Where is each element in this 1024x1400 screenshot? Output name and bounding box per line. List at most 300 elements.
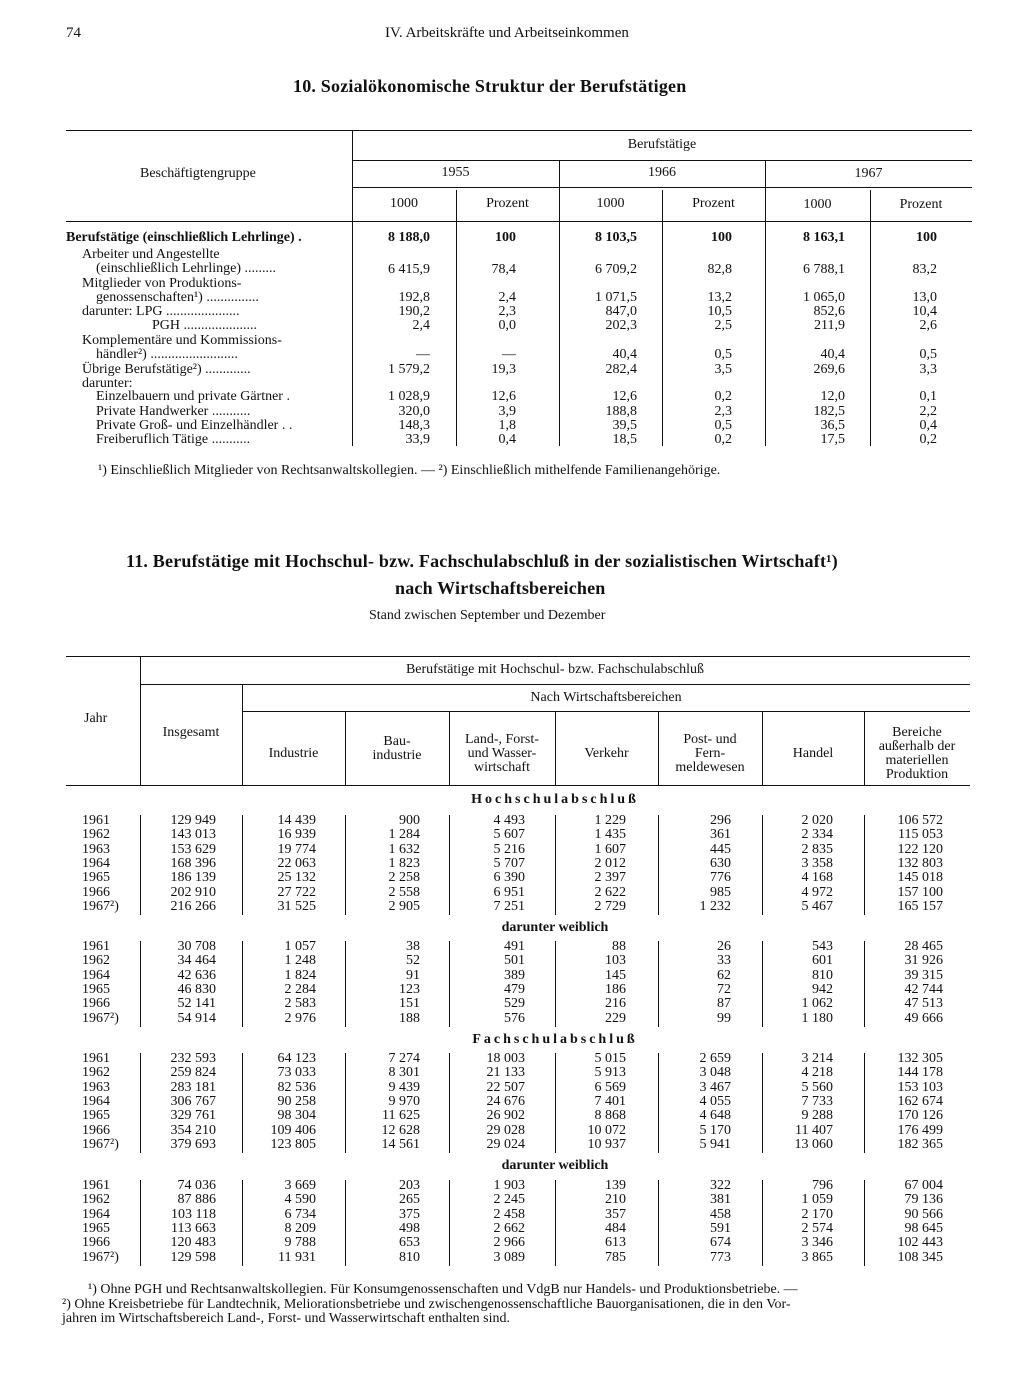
table11-cell: 7 274 xyxy=(388,1051,420,1066)
table10-cell: 1 028,9 xyxy=(388,389,430,404)
table11-cell: 102 443 xyxy=(897,1235,943,1251)
table11-cell: 498 xyxy=(399,1220,420,1236)
page-number: 74 xyxy=(66,25,81,41)
table11-cell: 3 467 xyxy=(699,1079,731,1095)
table11-cell: 361 xyxy=(710,827,731,843)
table11-cell: 62 xyxy=(717,967,731,983)
table11-cell: 2 012 xyxy=(594,855,626,871)
table11-column-header: Verkehr xyxy=(584,746,629,761)
table11-cell: 123 805 xyxy=(270,1136,316,1152)
chapter-title: IV. Arbeitskräfte und Arbeitseinkommen xyxy=(385,25,629,41)
table11-cell: 186 139 xyxy=(170,870,216,886)
table10-cell: 18,5 xyxy=(612,432,637,447)
table10-cell: 8 103,5 xyxy=(595,230,637,245)
table11-cell: 99 xyxy=(717,1010,731,1026)
table11-cell: 5 941 xyxy=(699,1136,731,1152)
table10-sub-1000: 1000 xyxy=(803,197,832,212)
table11-cell: 900 xyxy=(399,813,420,828)
table11-cell: 796 xyxy=(812,1178,833,1193)
table11-cell: 8 301 xyxy=(388,1065,420,1081)
table11-cell: 39 315 xyxy=(904,967,943,983)
table11-cell: 1 435 xyxy=(594,827,626,843)
table11-cell: 306 767 xyxy=(170,1093,216,1109)
table10-cell: 320,0 xyxy=(398,404,430,419)
table11-subtitle: Stand zwischen September und Dezember xyxy=(369,608,606,623)
table10-row-label: darunter: LPG ..................... xyxy=(82,304,240,319)
table10-row-label: (einschließlich Lehrlinge) ......... xyxy=(96,261,276,276)
table11-cell: 129 949 xyxy=(170,813,216,828)
table11-cell: 31 926 xyxy=(904,953,943,969)
table11-cell: 14 439 xyxy=(277,813,316,828)
table11-year: 1966 xyxy=(82,1122,110,1138)
table11-cell: 1 180 xyxy=(801,1010,833,1026)
table11-cell: 3 048 xyxy=(699,1065,731,1081)
table11-cell: 22 507 xyxy=(486,1079,525,1095)
table10-cell: 78,4 xyxy=(491,262,516,277)
table11-cell: 4 168 xyxy=(801,870,833,886)
table11-cell: 1 229 xyxy=(594,813,626,828)
table10-cell: 148,3 xyxy=(398,418,430,433)
table11-cell: 144 178 xyxy=(897,1065,943,1081)
table10-cell: 0,1 xyxy=(919,389,937,404)
table11-cell: 87 886 xyxy=(177,1192,216,1208)
table11-cell: 90 258 xyxy=(277,1093,316,1109)
table11-cell: 90 566 xyxy=(904,1206,943,1222)
table11-cell: 5 707 xyxy=(493,855,525,871)
table11-cell: 108 345 xyxy=(897,1249,943,1265)
table11-cell: 143 013 xyxy=(170,827,216,843)
table11-cell: 165 157 xyxy=(897,898,943,914)
table11-cell: 5 913 xyxy=(594,1065,626,1081)
table11-cell: 202 910 xyxy=(170,884,216,900)
table11-cell: 5 467 xyxy=(801,898,833,914)
table11-cell: 265 xyxy=(399,1192,420,1208)
table10-cell: 852,6 xyxy=(813,304,845,319)
table11-cell: 19 774 xyxy=(277,841,316,857)
table10-footnote: ¹) Einschließlich Mitglieder von Rechtsanwaltskollegien. — ²) Einschließlich mithelfende Familienangehörige. xyxy=(98,463,721,478)
table10-cell: 40,4 xyxy=(612,347,637,362)
table11-cell: 2 905 xyxy=(388,898,420,914)
table11-cell: 98 645 xyxy=(904,1220,943,1236)
table10-cell: 2,6 xyxy=(919,318,937,333)
table11-cell: 33 xyxy=(717,953,731,969)
table11-column-header: Bau- xyxy=(383,734,411,749)
table11-cell: 9 439 xyxy=(388,1079,420,1095)
table10-cell: 3,5 xyxy=(714,362,732,377)
table11-cell: 3 669 xyxy=(284,1178,316,1193)
table11-cell: 18 003 xyxy=(486,1051,525,1066)
table11-sub-group-header: Nach Wirtschaftsbereichen xyxy=(530,690,682,705)
table10-cell: 33,9 xyxy=(405,432,430,447)
table11-cell: 49 666 xyxy=(904,1010,943,1026)
table10-cell: 100 xyxy=(711,230,732,245)
table11-year: 1961 xyxy=(82,1178,110,1193)
table10-cell: 13,0 xyxy=(912,290,937,305)
table11-cell: 479 xyxy=(504,981,525,997)
table11-cell: 120 483 xyxy=(170,1235,216,1251)
table11-cell: 2 245 xyxy=(493,1192,525,1208)
table11-cell: 153 103 xyxy=(897,1079,943,1095)
table11-cell: 82 536 xyxy=(277,1079,316,1095)
table11-year: 1965 xyxy=(82,1108,110,1124)
table11-cell: 216 xyxy=(605,996,626,1012)
table10-cell: 3,9 xyxy=(498,404,516,419)
table11-cell: 52 xyxy=(406,953,420,969)
table11-cell: 103 118 xyxy=(171,1206,216,1222)
table11-cell: 139 xyxy=(605,1178,626,1193)
table11-cell: 103 xyxy=(605,953,626,969)
table11-cell: 2 574 xyxy=(801,1220,833,1236)
table10-year-1955: 1955 xyxy=(441,165,470,180)
table10-cell: — xyxy=(416,347,430,362)
table11-cell: 1 903 xyxy=(493,1178,525,1193)
table11-cell: 153 629 xyxy=(170,841,216,857)
table11-cell: 151 xyxy=(399,996,420,1012)
table11-cell: 3 865 xyxy=(801,1249,833,1265)
table11-cell: 186 xyxy=(605,981,626,997)
table11-cell: 42 636 xyxy=(177,967,216,983)
table11-cell: 29 028 xyxy=(486,1122,525,1138)
table11-cell: 2 835 xyxy=(801,841,833,857)
table10-row-label: darunter: xyxy=(82,376,133,391)
table10-cell: 13,2 xyxy=(707,290,732,305)
table11-cell: 79 136 xyxy=(904,1192,943,1208)
table11-cell: 188 xyxy=(399,1010,420,1026)
table11-cell: 6 569 xyxy=(594,1079,626,1095)
table11-cell: 170 126 xyxy=(897,1108,943,1124)
table11-cell: 168 396 xyxy=(170,855,216,871)
table10-cell: 0,5 xyxy=(919,347,937,362)
table11-footnote-2: ²) Ohne Kreisbetriebe für Landtechnik, Meliorationsbetriebe und zwischengenossenschaftliche Bauorganisationen, die in den Vor- xyxy=(62,1297,791,1312)
table11-cell: 2 659 xyxy=(699,1051,731,1066)
table10-row-label: Komplementäre und Kommissions- xyxy=(82,333,282,348)
table10-cell: 1 579,2 xyxy=(388,362,430,377)
table10-cell: 10,4 xyxy=(912,304,937,319)
table11-cell: 13 060 xyxy=(794,1136,833,1152)
table11-cell: 64 123 xyxy=(277,1051,316,1066)
table11-cell: 67 004 xyxy=(904,1178,943,1193)
table11-year: 1961 xyxy=(82,939,110,954)
table11-cell: 216 266 xyxy=(170,898,216,914)
table10-cell: 2,2 xyxy=(919,404,937,419)
table10-cell: 2,3 xyxy=(714,404,732,419)
table11-cell: 11 625 xyxy=(382,1108,420,1124)
table11-cell: 2 966 xyxy=(493,1235,525,1251)
table11-cell: 16 939 xyxy=(277,827,316,843)
table10-row-label: Übrige Berufstätige²) ............. xyxy=(82,362,251,377)
table11-cell: 591 xyxy=(710,1220,731,1236)
table11-year: 1966 xyxy=(82,996,110,1012)
table10-cell: 2,4 xyxy=(498,290,516,305)
table11-cell: 630 xyxy=(710,855,731,871)
table10-cell: 12,0 xyxy=(820,389,845,404)
table10-group-header: Berufstätige xyxy=(627,137,697,152)
table11-cell: 484 xyxy=(605,1220,626,1236)
table11-cell: 7 733 xyxy=(801,1093,833,1109)
table11-cell: 776 xyxy=(710,870,731,886)
table11-cell: 88 xyxy=(612,939,626,954)
table10-stub-header: Beschäftigtengruppe xyxy=(140,166,256,181)
table11-year: 1963 xyxy=(82,841,110,857)
table11-cell: 6 951 xyxy=(493,884,525,900)
table11-title-line1: 11. Berufstätige mit Hochschul- bzw. Fachschulabschluß in der sozialistischen Wirtschaft¹) xyxy=(126,551,838,571)
table11-cell: 98 304 xyxy=(277,1108,316,1124)
table10-cell: 0,4 xyxy=(919,418,937,433)
table11-cell: 129 598 xyxy=(170,1249,216,1265)
table11-cell: 375 xyxy=(399,1206,420,1222)
table11-year: 1964 xyxy=(82,1093,110,1109)
table11-cell: 1 284 xyxy=(388,827,420,843)
table10-year-1966: 1966 xyxy=(648,165,676,180)
table10-cell: 6 709,2 xyxy=(595,262,637,277)
table10-cell: 100 xyxy=(495,230,516,245)
table11-cell: 27 722 xyxy=(277,884,316,900)
table11-cell: 2 020 xyxy=(801,813,833,828)
table11-cell: 157 100 xyxy=(897,884,943,900)
table11-cell: 210 xyxy=(605,1192,626,1208)
table11-cell: 14 561 xyxy=(381,1136,420,1152)
table11-cell: 31 525 xyxy=(277,898,316,914)
table11-cell: 2 558 xyxy=(388,884,420,900)
table11-cell: 810 xyxy=(399,1249,420,1265)
table11-year: 1963 xyxy=(82,1079,110,1095)
table11-cell: 942 xyxy=(812,981,833,997)
table11-cell: 4 972 xyxy=(801,884,833,900)
table10-sub-1000: 1000 xyxy=(596,196,625,211)
table11-column-header: Industrie xyxy=(268,746,319,761)
table11-cell: 6 734 xyxy=(284,1206,316,1222)
table11-cell: 10 072 xyxy=(587,1122,626,1138)
table11-cell: 1 062 xyxy=(801,996,833,1012)
table10-cell: 0,5 xyxy=(714,418,732,433)
table10-cell: 847,0 xyxy=(605,304,637,319)
table11-cell: 145 xyxy=(605,967,626,983)
table11-cell: 3 214 xyxy=(801,1051,833,1066)
table11-cell: 12 628 xyxy=(381,1122,420,1138)
table11-cell: 613 xyxy=(605,1235,626,1251)
table10-cell: 83,2 xyxy=(912,262,937,277)
table10-cell: 0,2 xyxy=(714,389,732,404)
table10-cell: 202,3 xyxy=(605,318,637,333)
table11-cell: 21 133 xyxy=(486,1065,525,1081)
table11-year: 1967²) xyxy=(82,898,119,914)
table11-cell: 123 xyxy=(399,981,420,997)
table11-cell: 322 xyxy=(710,1178,731,1193)
table11-cell: 5 170 xyxy=(699,1122,731,1138)
table11-cell: 773 xyxy=(710,1249,731,1265)
table11-cell: 381 xyxy=(710,1192,731,1208)
table11-cell: 4 590 xyxy=(284,1192,316,1208)
table10-cell: 36,5 xyxy=(820,418,845,433)
table11-year: 1961 xyxy=(82,813,110,828)
table11-cell: 2 170 xyxy=(801,1206,833,1222)
table10-row-label: Freiberuflich Tätige ........... xyxy=(96,432,251,447)
table11-cell: 122 120 xyxy=(897,841,943,857)
table11-cell: 785 xyxy=(605,1249,626,1265)
table11-cell: 529 xyxy=(504,996,525,1012)
table11-cell: 1 248 xyxy=(284,953,316,969)
table11-cell: 162 674 xyxy=(897,1093,943,1109)
table10-row-label: Arbeiter und Angestellte xyxy=(82,247,220,262)
table11-cell: 389 xyxy=(504,967,525,983)
table11-column-header: wirtschaft xyxy=(474,760,530,775)
table11-cell: 985 xyxy=(710,884,731,900)
table10-cell: 0,5 xyxy=(714,347,732,362)
table11-cell: 1 823 xyxy=(388,855,420,871)
table11-column-header: materiellen xyxy=(885,753,949,768)
table10-row-label: händler²) ......................... xyxy=(96,347,238,362)
table11-cell: 115 053 xyxy=(898,827,943,843)
table11-cell: 72 xyxy=(717,981,731,997)
table10-cell: 3,3 xyxy=(919,362,937,377)
table10-cell: 6 788,1 xyxy=(803,262,845,277)
table10-cell: 211,9 xyxy=(814,318,845,333)
table11-cell: 87 xyxy=(717,996,731,1012)
table11-cell: 10 937 xyxy=(587,1136,626,1152)
table11-cell: 29 024 xyxy=(486,1136,525,1152)
table11-cell: 11 931 xyxy=(278,1249,316,1265)
table11-column-header: Insgesamt xyxy=(162,725,220,740)
table11-column-header: außerhalb der xyxy=(878,739,956,754)
table11-cell: 25 132 xyxy=(277,870,316,886)
table11-cell: 4 648 xyxy=(699,1108,731,1124)
table11-cell: 3 346 xyxy=(801,1235,833,1251)
table10-cell: 2,5 xyxy=(714,318,732,333)
table11-cell: 2 258 xyxy=(388,870,420,886)
table11-footnote-1: ¹) Ohne PGH und Rechtsanwaltskollegien. Für Konsumgenossenschaften und VdgB nur Handels- und Produktionsbetriebe. — xyxy=(88,1282,798,1297)
table11-cell: 296 xyxy=(710,813,731,828)
table11-section-title: Fachschulabschluß xyxy=(472,1032,638,1047)
table11-cell: 2 622 xyxy=(594,884,626,900)
table10-row-label: Mitglieder von Produktions- xyxy=(82,276,242,291)
table11-cell: 109 406 xyxy=(270,1122,316,1138)
table10-sub-prozent: Prozent xyxy=(692,196,735,211)
table10-year-1967: 1967 xyxy=(854,166,883,181)
table11-cell: 2 729 xyxy=(594,898,626,914)
table10-sub-prozent: Prozent xyxy=(899,197,943,212)
table10-title: 10. Sozialökonomische Struktur der Berufstätigen xyxy=(293,76,687,96)
table11-cell: 601 xyxy=(812,953,833,969)
table11-year: 1962 xyxy=(82,1065,110,1081)
table11-cell: 501 xyxy=(504,953,525,969)
table10-cell: 190,2 xyxy=(398,304,430,319)
table11-cell: 1 059 xyxy=(801,1192,833,1208)
table10-cell: 82,8 xyxy=(707,262,732,277)
table11-cell: 5 015 xyxy=(594,1051,626,1066)
table11-cell: 445 xyxy=(710,841,731,857)
table10-row-label: PGH ..................... xyxy=(152,318,258,333)
table11-column-header: meldewesen xyxy=(675,760,745,775)
table10-row-label: Private Handwerker ........... xyxy=(96,404,251,419)
table11-cell: 4 493 xyxy=(493,813,525,828)
table11-column-header: Post- und xyxy=(683,732,737,747)
table11-column-header: und Wasser- xyxy=(467,746,537,761)
table11-cell: 30 708 xyxy=(177,939,216,954)
table10-row-label: Private Groß- und Einzelhändler . . xyxy=(96,418,293,433)
table10-cell: 19,3 xyxy=(491,362,516,377)
table11-cell: 283 181 xyxy=(170,1079,216,1095)
table11-year: 1967²) xyxy=(82,1136,119,1152)
table10-cell: 1 065,0 xyxy=(803,290,845,305)
table11-year: 1961 xyxy=(82,1051,110,1066)
table11-year: 1964 xyxy=(82,967,110,983)
table11-cell: 653 xyxy=(399,1235,420,1251)
table11-cell: 1 057 xyxy=(284,939,316,954)
table11-cell: 132 803 xyxy=(897,855,943,871)
table11-column-header: Bereiche xyxy=(892,725,942,740)
table11-cell: 5 216 xyxy=(493,841,525,857)
table11-cell: 54 914 xyxy=(177,1010,216,1026)
table11-stub-header: Jahr xyxy=(84,711,108,726)
table11-cell: 176 499 xyxy=(897,1122,943,1138)
table10-cell: — xyxy=(502,347,516,362)
table11-cell: 8 209 xyxy=(284,1220,316,1236)
table11-column-header: Handel xyxy=(792,746,834,761)
table10-cell: 1 071,5 xyxy=(595,290,637,305)
table11-cell: 52 141 xyxy=(177,996,216,1012)
table11-cell: 576 xyxy=(504,1010,525,1026)
table10-cell: 40,4 xyxy=(820,347,845,362)
table11-cell: 229 xyxy=(605,1010,626,1026)
table11-section-title: Hochschulabschluß xyxy=(471,792,639,807)
table11-cell: 357 xyxy=(605,1206,626,1222)
table11-cell: 4 055 xyxy=(699,1093,731,1109)
table11-cell: 47 513 xyxy=(904,996,943,1012)
table11-cell: 113 663 xyxy=(171,1220,216,1236)
table11-cell: 106 572 xyxy=(897,813,943,828)
table11-section-title: darunter weiblich xyxy=(501,1158,609,1173)
table11-cell: 28 465 xyxy=(904,939,943,954)
table11-year: 1966 xyxy=(82,1235,110,1251)
table11-cell: 329 761 xyxy=(170,1108,216,1124)
table11-cell: 810 xyxy=(812,967,833,983)
table11-year: 1962 xyxy=(82,953,110,969)
table10-cell: 8 163,1 xyxy=(803,230,845,245)
table11-cell: 74 036 xyxy=(177,1178,216,1193)
table11-cell: 132 305 xyxy=(897,1051,943,1066)
table10-cell: 12,6 xyxy=(491,389,516,404)
table11-year: 1964 xyxy=(82,855,110,871)
table10-cell: 2,3 xyxy=(498,304,516,319)
table10-cell: 100 xyxy=(916,230,937,245)
table10-cell: 0,2 xyxy=(919,432,937,447)
table11-cell: 26 902 xyxy=(486,1108,525,1124)
table11-cell: 38 xyxy=(406,939,420,954)
table10-cell: 0,2 xyxy=(714,432,732,447)
table10-cell: 12,6 xyxy=(612,389,637,404)
table10-cell: 6 415,9 xyxy=(388,262,430,277)
table10-cell: 39,5 xyxy=(612,418,637,433)
table11-cell: 34 464 xyxy=(177,953,216,969)
table11-cell: 9 288 xyxy=(801,1108,833,1124)
table11-cell: 11 407 xyxy=(795,1122,833,1138)
table11-cell: 2 583 xyxy=(284,996,316,1012)
table11-year: 1964 xyxy=(82,1206,110,1222)
table11-year: 1962 xyxy=(82,827,110,843)
table10-cell: 10,5 xyxy=(707,304,732,319)
table11-cell: 46 830 xyxy=(177,981,216,997)
table10-sub-1000: 1000 xyxy=(390,196,418,211)
table11-cell: 22 063 xyxy=(277,855,316,871)
table11-footnote-3: jahren im Wirtschaftsbereich Land-, Forst- und Wasserwirtschaft enthalten sind. xyxy=(62,1311,510,1326)
table11-cell: 203 xyxy=(399,1178,420,1193)
table11-cell: 491 xyxy=(504,939,525,954)
table11-year: 1966 xyxy=(82,884,110,900)
table11-cell: 543 xyxy=(812,939,833,954)
table10-cell: 0,4 xyxy=(498,432,516,447)
table10-cell: 282,4 xyxy=(605,362,637,377)
table11-cell: 182 365 xyxy=(897,1136,943,1152)
